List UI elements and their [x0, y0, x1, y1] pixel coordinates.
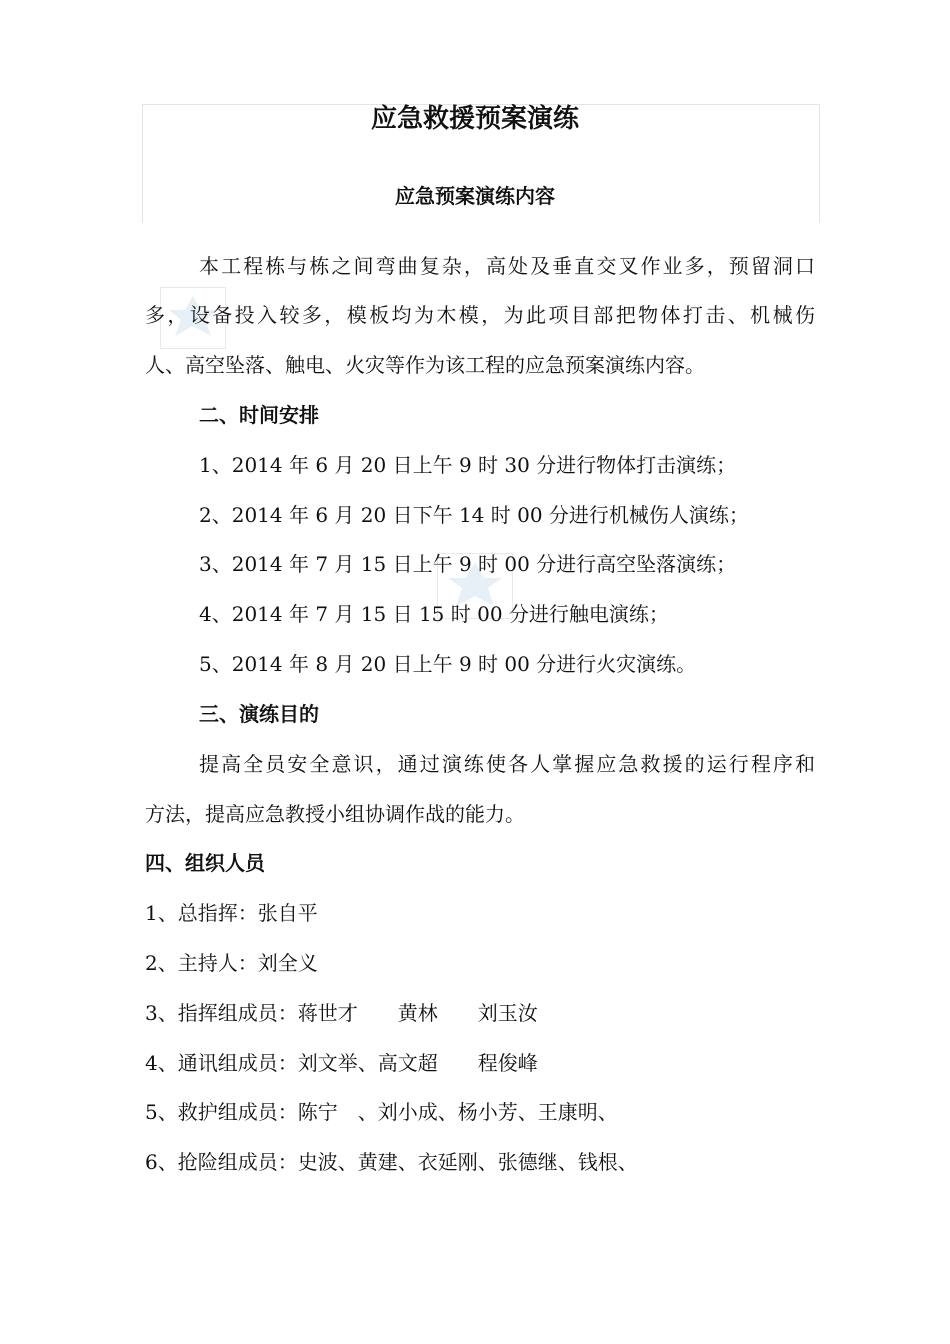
schedule-item: 2、2014 年 6 月 20 日下午 14 时 00 分进行机械伤人演练；	[199, 503, 749, 527]
personnel-item: 6、抢险组成员：史波、黄建、衣延刚、张德继、钱根、	[145, 1150, 638, 1174]
schedule-item: 4、2014 年 7 月 15 日 15 时 00 分进行触电演练；	[199, 602, 669, 626]
personnel-item: 1、总指挥：张自平	[145, 901, 318, 925]
section-heading-purpose: 三、演练目的	[199, 702, 319, 726]
personnel-item: 2、主持人：刘全义	[145, 951, 318, 975]
personnel-item: 3、指挥组成员：蒋世才 黄林 刘玉汝	[145, 1001, 538, 1025]
document-subtitle: 应急预案演练内容	[395, 184, 555, 208]
document-title: 应急救援预案演练	[370, 104, 579, 134]
personnel-item: 5、救护组成员：陈宁 、刘小成、杨小芳、王康明、	[145, 1100, 618, 1124]
intro-line: 人、高空坠落、触电、火灾等作为该工程的应急预案演练内容。	[145, 353, 705, 377]
section-heading-personnel: 四、组织人员	[145, 851, 265, 875]
personnel-item: 4、通讯组成员：刘文举、高文超 程俊峰	[145, 1051, 538, 1075]
schedule-item: 5、2014 年 8 月 20 日上午 9 时 00 分进行火灾演练。	[199, 652, 697, 676]
purpose-line: 方法，提高应急教授小组协调作战的能力。	[145, 802, 525, 826]
intro-line: 多，设备投入较多，模板均为木模，为此项目部把物体打击、机械伤	[145, 303, 815, 327]
intro-line: 本工程栋与栋之间弯曲复杂，高处及垂直交叉作业多，预留洞口	[199, 254, 815, 278]
section-heading-schedule: 二、时间安排	[199, 403, 319, 427]
schedule-item: 3、2014 年 7 月 15 日上午 9 时 00 分进行高空坠落演练；	[199, 552, 737, 576]
schedule-item: 1、2014 年 6 月 20 日上午 9 时 30 分进行物体打击演练；	[199, 453, 737, 477]
purpose-line: 提高全员安全意识，通过演练使各人掌握应急救援的运行程序和	[199, 752, 815, 776]
